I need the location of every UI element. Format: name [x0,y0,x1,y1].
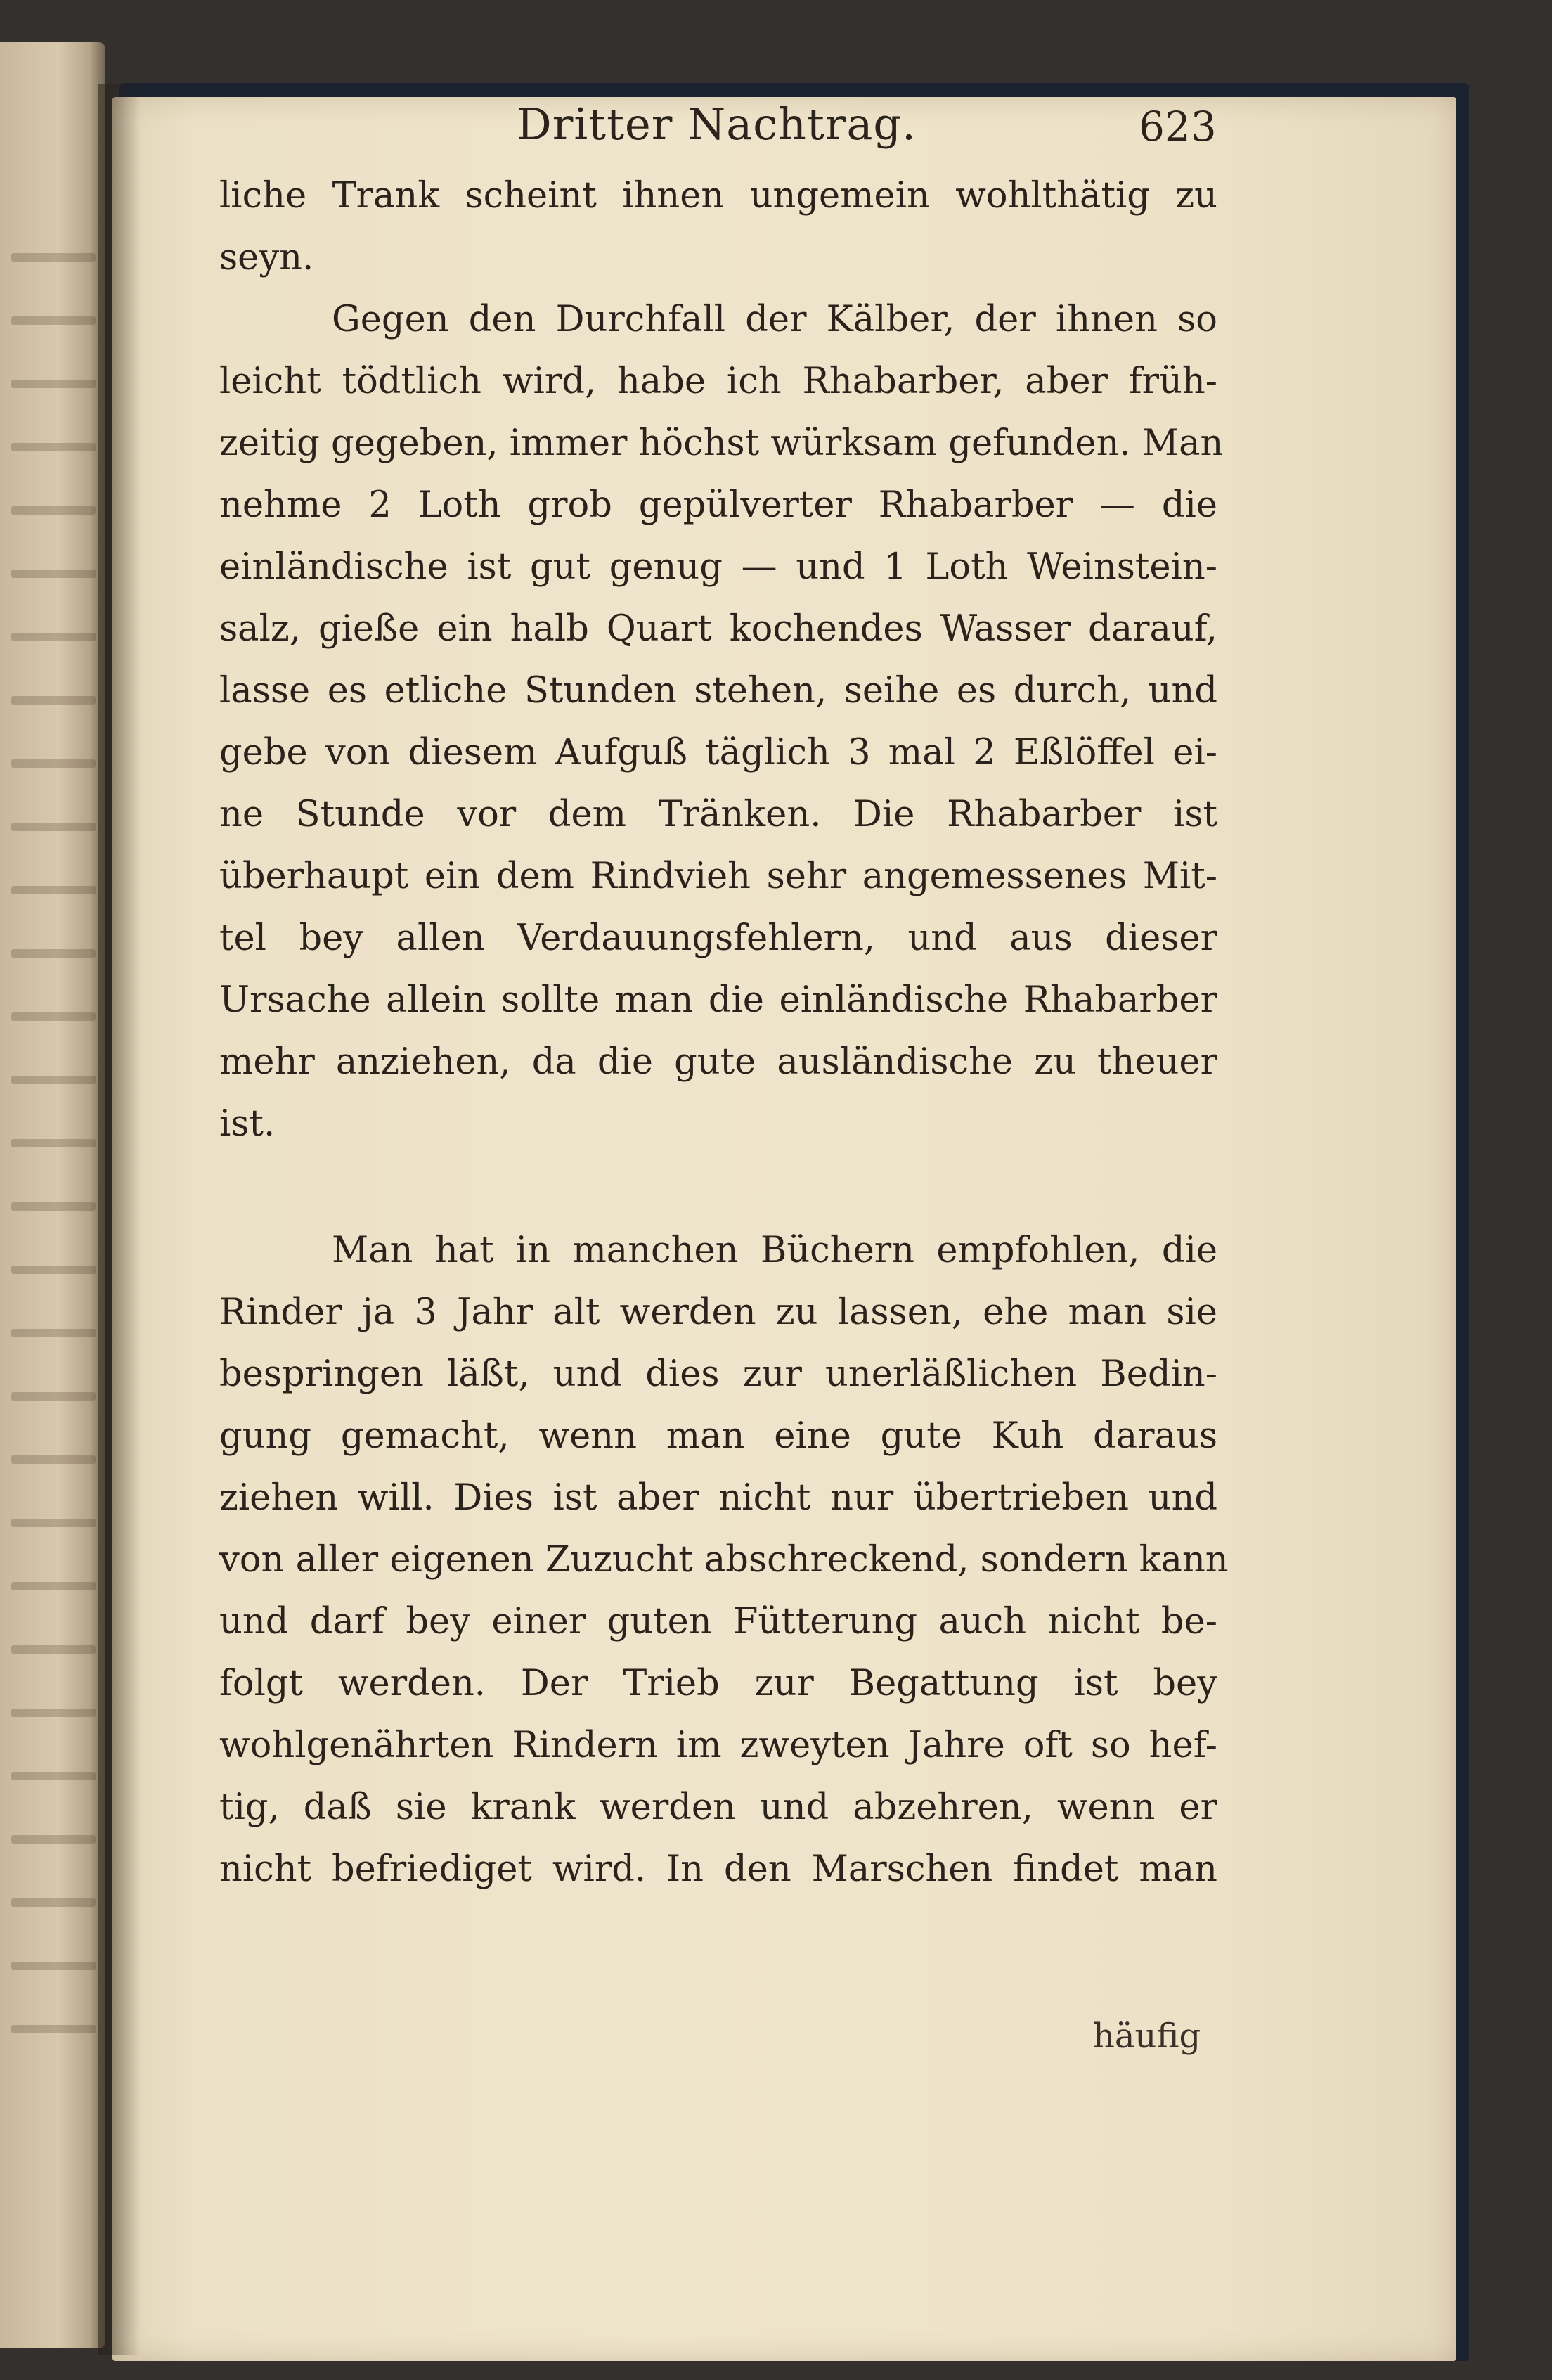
facing-page-text-shadow [11,316,96,325]
facing-page-text-shadow [11,1266,96,1274]
text-line: einländische ist gut genug — und 1 Loth Weinstein- [219,546,1217,588]
facing-page-text-shadow [11,2025,96,2033]
facing-page-text-shadow [11,1709,96,1717]
text-line: ist. [219,1103,276,1145]
facing-page-text-shadow [11,1392,96,1401]
text-line: bespringen läßt, und dies zur unerläßlichen Bedin- [219,1353,1217,1395]
text-line: liche Trank scheint ihnen ungemein wohlthätig zu [219,175,1217,217]
text-line: tel bey allen Verdauungsfehlern, und aus dieser [219,918,1217,959]
gutter-shadow [98,84,141,2355]
text-line: lasse es etliche Stunden stehen, seihe es durch, und [219,670,1217,712]
facing-page-text-shadow [11,1898,96,1907]
facing-page-text-shadow [11,1076,96,1084]
facing-page-text-shadow [11,443,96,451]
facing-page-text-shadow [11,759,96,768]
facing-page-text-shadow [11,886,96,894]
text-line: gebe von diesem Aufguß täglich 3 mal 2 Eßlöffel ei- [219,732,1217,773]
text-line: Man hat in manchen Büchern empfohlen, die [332,1230,1217,1271]
facing-page-text-shadow [11,1455,96,1464]
facing-page-text-shadow [11,1645,96,1654]
text-line: salz, gieße ein halb Quart kochendes Wasser darauf, [219,608,1217,650]
text-line: ne Stunde vor dem Tränken. Die Rhabarber ist [219,794,1217,835]
facing-page-text-shadow [11,633,96,641]
facing-page-text-shadow [11,1582,96,1590]
facing-page-text-shadow [11,506,96,515]
running-title: Dritter Nachtrag. [517,98,917,150]
facing-page-edge [0,42,105,2348]
body-text [219,165,1229,1900]
facing-page-text-shadow [11,1329,96,1337]
catchword: häufig [1093,2016,1201,2056]
text-line: Ursache allein sollte man die einländische Rhabarber [219,979,1217,1021]
facing-page-text-shadow [11,1012,96,1021]
text-line: zeitig gegeben, immer höchst würksam gefunden. Man [219,423,1224,464]
text-line: ziehen will. Dies ist aber nicht nur übertrieben und [219,1477,1217,1519]
facing-page-text-shadow [11,1519,96,1527]
facing-page-text-shadow [11,823,96,831]
facing-page-text-shadow [11,1962,96,1970]
text-line: Gegen den Durchfall der Kälber, der ihnen so [332,299,1217,340]
page-number: 623 [1139,103,1217,150]
facing-page-text-shadow [11,696,96,705]
text-line: nicht befriediget wird. In den Marschen findet man [219,1848,1217,1890]
text-line: nehme 2 Loth grob gepülverter Rhabarber — die [219,484,1217,526]
text-line: Rinder ja 3 Jahr alt werden zu lassen, ehe man sie [219,1292,1217,1333]
text-line: von aller eigenen Zuzucht abschreckend, sondern kann [219,1539,1229,1581]
text-line: folgt werden. Der Trieb zur Begattung ist bey [219,1663,1217,1704]
facing-page-text-shadow [11,1772,96,1780]
facing-page-text-shadow [11,1139,96,1147]
facing-page-text-shadow [11,1835,96,1844]
text-line: mehr anziehen, da die gute ausländische zu theuer [219,1041,1217,1083]
facing-page-text-shadow [11,1202,96,1211]
facing-page-text-shadow [11,949,96,958]
text-line: und darf bey einer guten Fütterung auch nicht be- [219,1601,1217,1642]
text-line: überhaupt ein dem Rindvieh sehr angemessenes Mit- [219,856,1217,897]
facing-page-text-shadow [11,570,96,578]
facing-page-text-shadow [11,380,96,388]
text-line: gung gemacht, wenn man eine gute Kuh daraus [219,1415,1217,1457]
text-line: wohlgenährten Rindern im zweyten Jahre oft so hef- [219,1725,1217,1766]
text-line: leicht tödtlich wird, habe ich Rhabarber, aber früh- [219,361,1217,402]
facing-page-text-shadow [11,253,96,262]
paragraph-gap [219,1155,1217,1220]
text-line: tig, daß sie krank werden und abzehren, wenn er [219,1787,1217,1828]
text-line: seyn. [219,237,314,278]
